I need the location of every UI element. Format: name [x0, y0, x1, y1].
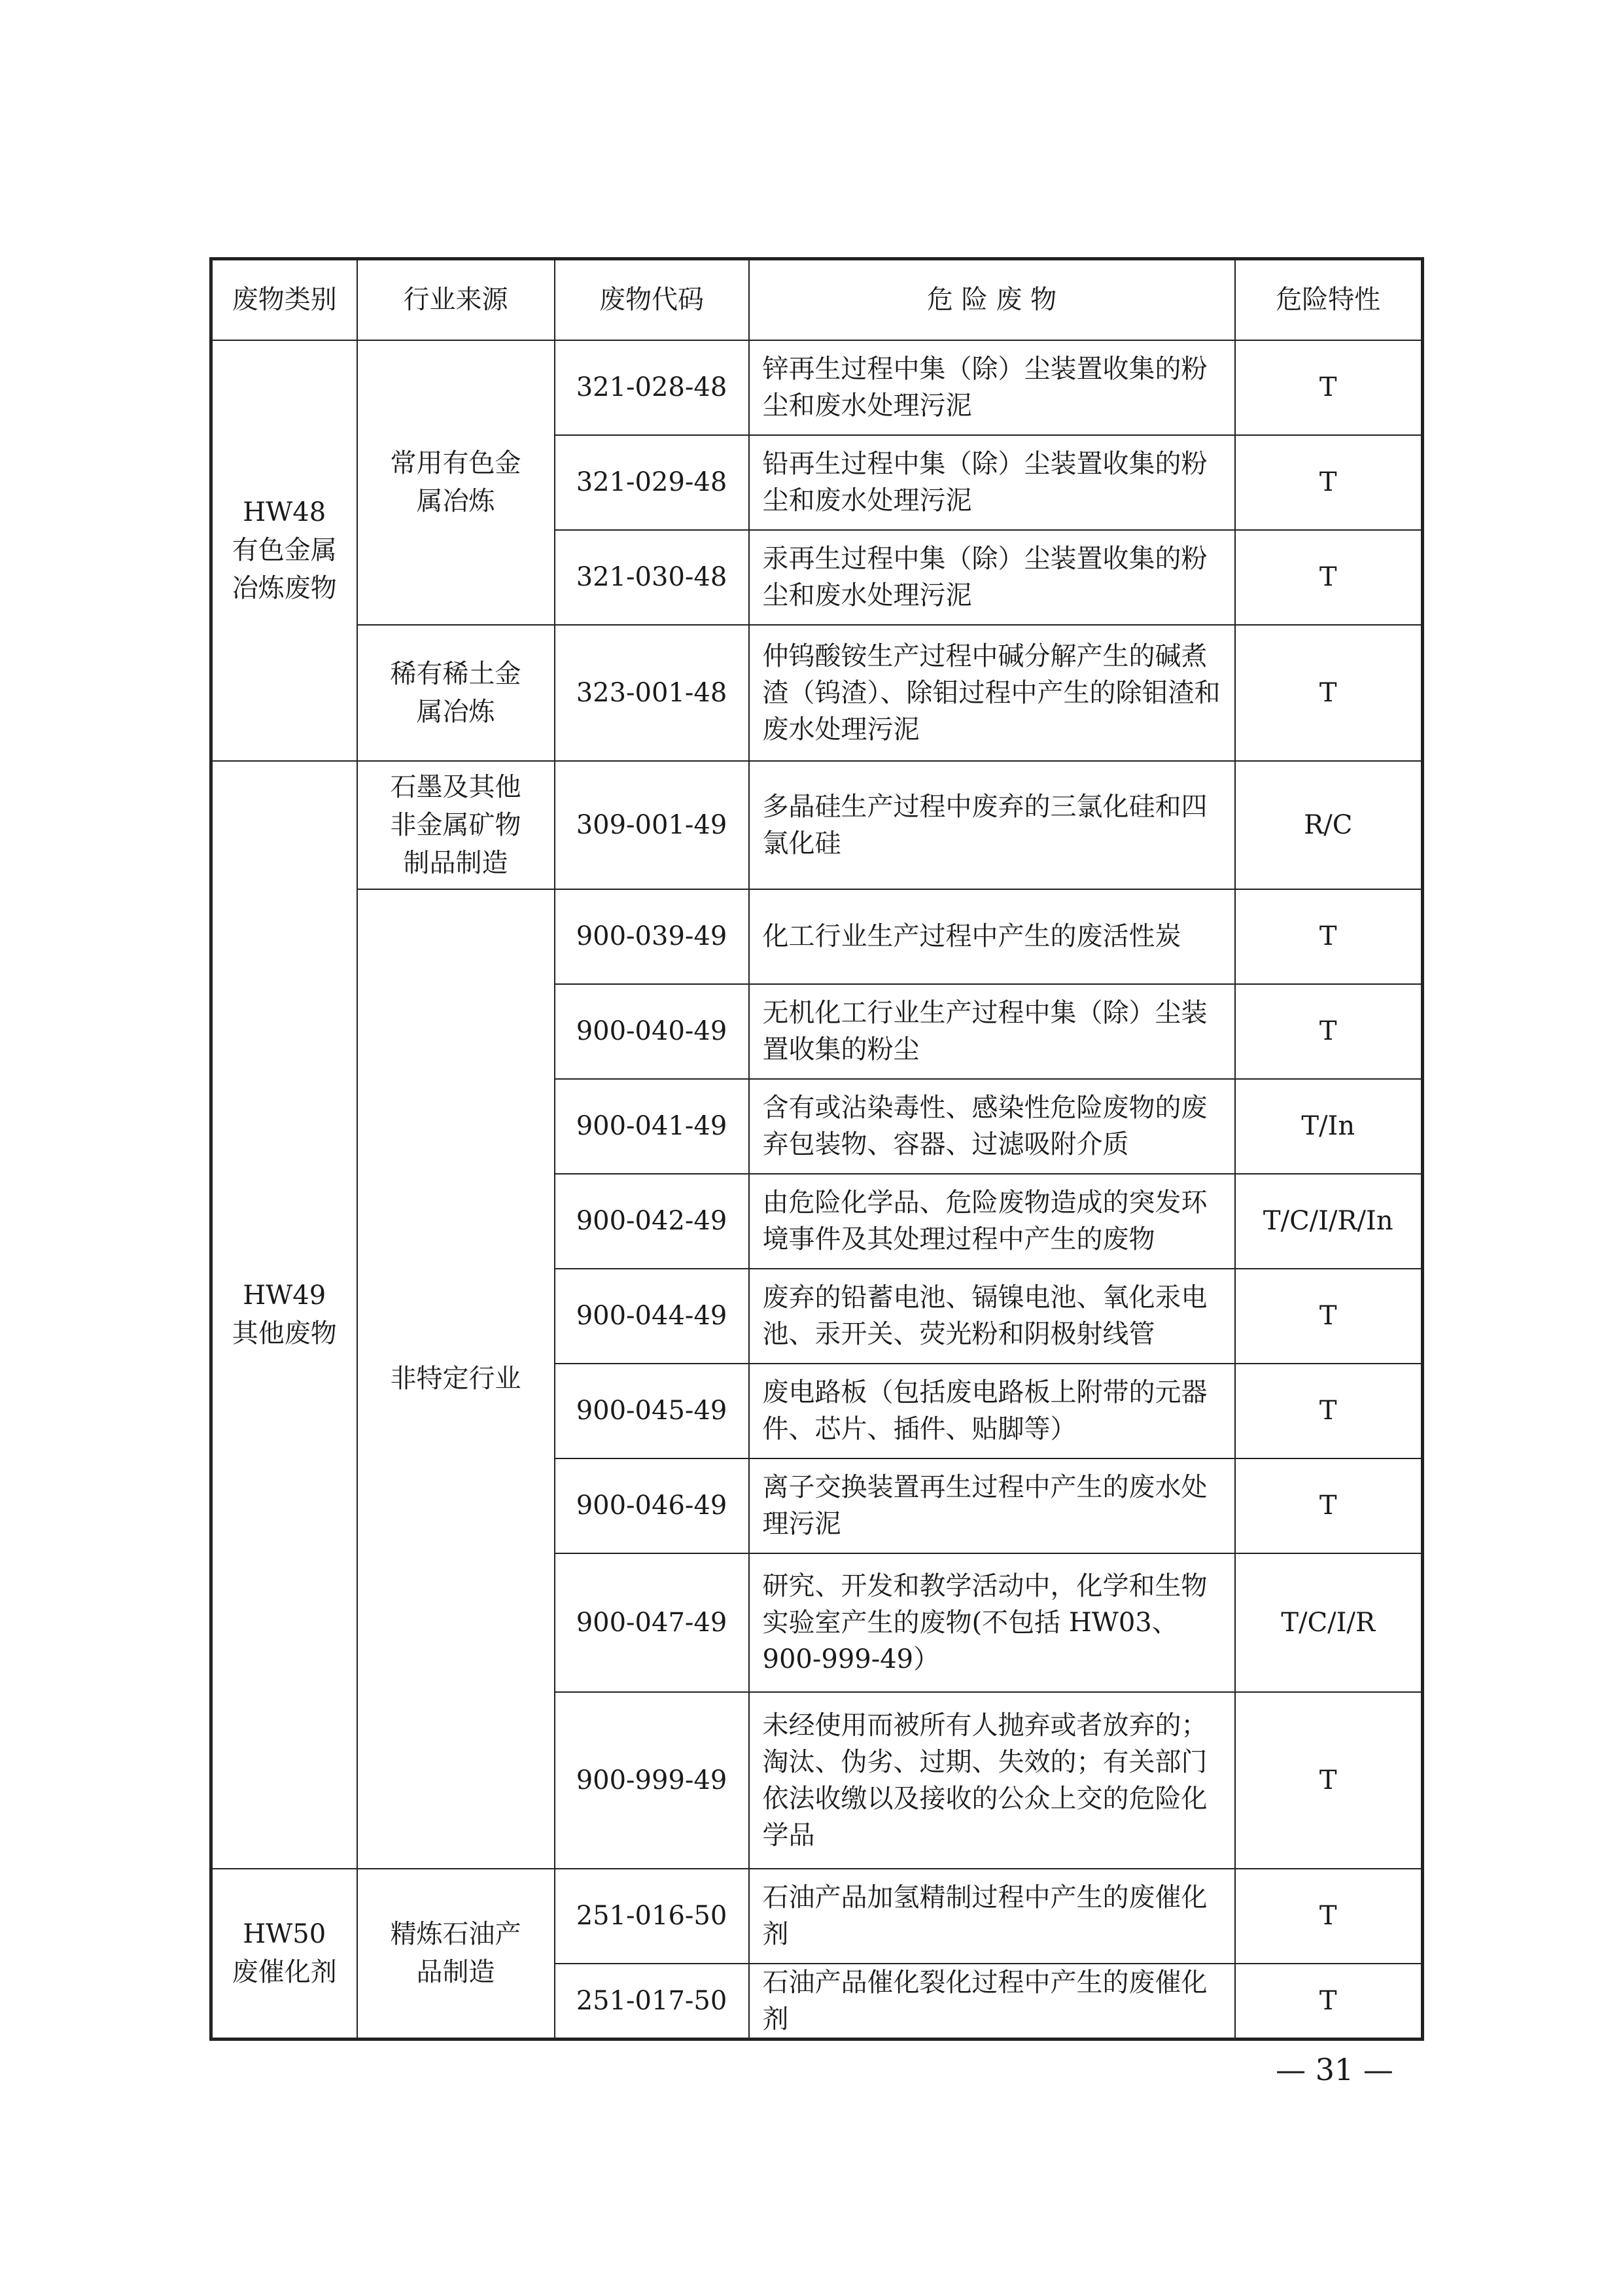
waste-description-cell: 研究、开发和教学活动中，化学和生物实验室产生的废物(不包括 HW03、900-999-49）: [749, 1553, 1235, 1692]
hazard-characteristic-cell: T: [1235, 1458, 1423, 1553]
waste-description-cell: 汞再生过程中集（除）尘装置收集的粉尘和废水处理污泥: [749, 530, 1235, 625]
industry-source-cell: 非特定行业: [357, 889, 555, 1869]
waste-description-cell: 离子交换装置再生过程中产生的废水处理污泥: [749, 1458, 1235, 1553]
hazard-characteristic-cell: T: [1235, 340, 1423, 435]
hazard-characteristic-cell: T/C/I/R/In: [1235, 1174, 1423, 1269]
waste-code-cell: 321-029-48: [555, 435, 749, 530]
table-header-row: [211, 259, 1423, 340]
header-characteristic: 危险特性: [1235, 259, 1423, 340]
waste-code-cell: 900-999-49: [555, 1692, 749, 1869]
page-number: — 31 —: [1276, 2052, 1393, 2087]
industry-source-cell: 精炼石油产 品制造: [357, 1869, 555, 2040]
hazard-characteristic-cell: R/C: [1235, 761, 1423, 889]
hazard-characteristic-cell: T: [1235, 889, 1423, 984]
waste-code-cell: 251-017-50: [555, 1964, 749, 2040]
table-row: [211, 761, 1423, 889]
waste-code-cell: 900-044-49: [555, 1269, 749, 1364]
hazard-characteristic-cell: T: [1235, 1269, 1423, 1364]
waste-category-cell: HW50 废催化剂: [211, 1869, 357, 2040]
waste-description-cell: 多晶硅生产过程中废弃的三氯化硅和四氯化硅: [749, 761, 1235, 889]
header-waste: 危 险 废 物: [749, 259, 1235, 340]
waste-description-cell: 废弃的铅蓄电池、镉镍电池、氧化汞电池、汞开关、荧光粉和阴极射线管: [749, 1269, 1235, 1364]
hazard-characteristic-cell: T: [1235, 984, 1423, 1079]
waste-description-cell: 无机化工行业生产过程中集（除）尘装置收集的粉尘: [749, 984, 1235, 1079]
waste-description-cell: 锌再生过程中集（除）尘装置收集的粉尘和废水处理污泥: [749, 340, 1235, 435]
waste-code-cell: 900-039-49: [555, 889, 749, 984]
table-row: [211, 340, 1423, 435]
hazard-characteristic-cell: T/In: [1235, 1079, 1423, 1174]
waste-description-cell: 化工行业生产过程中产生的废活性炭: [749, 889, 1235, 984]
waste-description-cell: 铅再生过程中集（除）尘装置收集的粉尘和废水处理污泥: [749, 435, 1235, 530]
hazard-characteristic-cell: T: [1235, 1964, 1423, 2040]
industry-source-cell: 稀有稀土金 属冶炼: [357, 625, 555, 761]
waste-code-cell: 900-047-49: [555, 1553, 749, 1692]
table-body: [211, 340, 1423, 2040]
waste-description-cell: 石油产品加氢精制过程中产生的废催化剂: [749, 1869, 1235, 1964]
waste-category-cell: HW49 其他废物: [211, 761, 357, 1869]
waste-description-cell: 由危险化学品、危险废物造成的突发环境事件及其处理过程中产生的废物: [749, 1174, 1235, 1269]
waste-code-cell: 900-042-49: [555, 1174, 749, 1269]
table-row: [211, 1869, 1423, 1964]
header-industry: 行业来源: [357, 259, 555, 340]
waste-code-cell: 251-016-50: [555, 1869, 749, 1964]
waste-description-cell: 石油产品催化裂化过程中产生的废催化剂: [749, 1964, 1235, 2040]
table-row: [211, 625, 1423, 761]
table-row: [211, 889, 1423, 984]
waste-description-cell: 仲钨酸铵生产过程中碱分解产生的碱煮渣（钨渣）、除钼过程中产生的除钼渣和废水处理污泥: [749, 625, 1235, 761]
hazard-characteristic-cell: T: [1235, 1869, 1423, 1964]
waste-category-cell: HW48 有色金属 冶炼废物: [211, 340, 357, 761]
header-code: 废物代码: [555, 259, 749, 340]
header-category: 废物类别: [211, 259, 357, 340]
waste-code-cell: 900-045-49: [555, 1364, 749, 1458]
waste-code-cell: 321-028-48: [555, 340, 749, 435]
hazard-characteristic-cell: T: [1235, 1364, 1423, 1458]
hazard-characteristic-cell: T: [1235, 530, 1423, 625]
industry-source-cell: 石墨及其他 非金属矿物 制品制造: [357, 761, 555, 889]
waste-code-cell: 323-001-48: [555, 625, 749, 761]
waste-code-cell: 309-001-49: [555, 761, 749, 889]
industry-source-cell: 常用有色金 属冶炼: [357, 340, 555, 625]
hazardous-waste-table: [209, 257, 1424, 2041]
waste-description-cell: 废电路板（包括废电路板上附带的元器件、芯片、插件、贴脚等）: [749, 1364, 1235, 1458]
waste-code-cell: 321-030-48: [555, 530, 749, 625]
hazard-characteristic-cell: T: [1235, 625, 1423, 761]
waste-code-cell: 900-041-49: [555, 1079, 749, 1174]
waste-description-cell: 未经使用而被所有人抛弃或者放弃的；淘汰、伪劣、过期、失效的；有关部门依法收缴以及接收的公众上交的危险化学品: [749, 1692, 1235, 1869]
waste-code-cell: 900-046-49: [555, 1458, 749, 1553]
waste-code-cell: 900-040-49: [555, 984, 749, 1079]
waste-description-cell: 含有或沾染毒性、感染性危险废物的废弃包装物、容器、过滤吸附介质: [749, 1079, 1235, 1174]
hazard-characteristic-cell: T/C/I/R: [1235, 1553, 1423, 1692]
hazard-characteristic-cell: T: [1235, 435, 1423, 530]
hazard-characteristic-cell: T: [1235, 1692, 1423, 1869]
